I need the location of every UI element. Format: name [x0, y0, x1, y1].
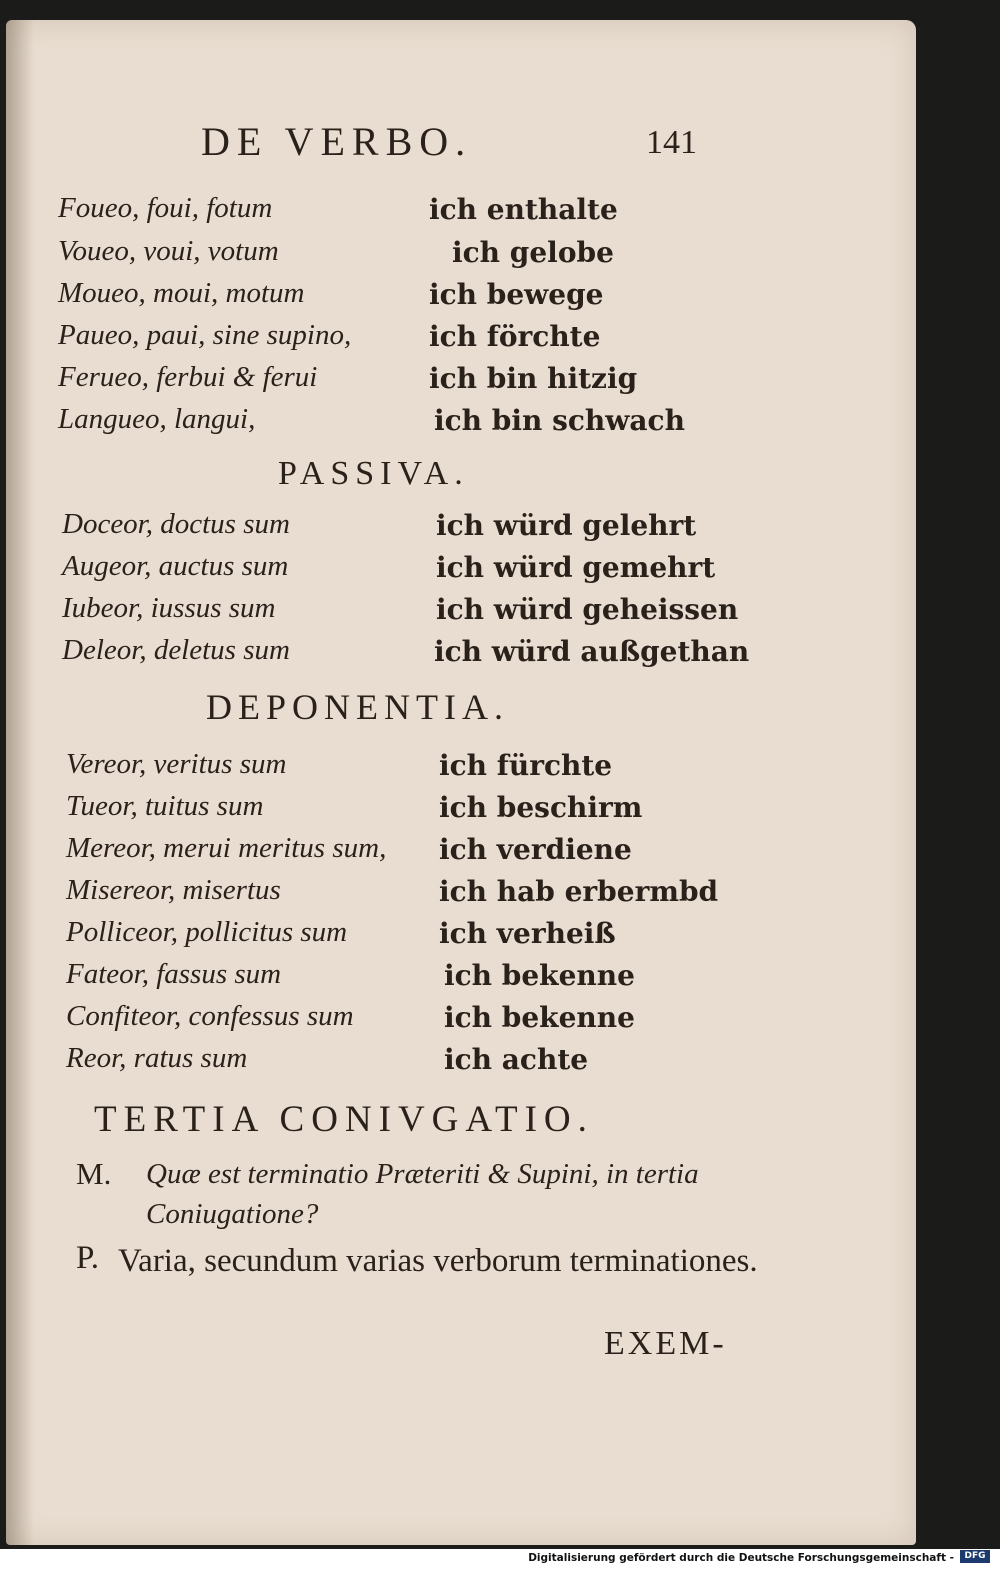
german-entry: ich verdiene: [439, 833, 632, 866]
latin-entry: Ferueo, ferbui & ferui: [58, 361, 318, 393]
german-entry: ich bekenne: [444, 1001, 635, 1034]
question-label: M.: [76, 1156, 112, 1191]
german-entry: ich bin hitzig: [429, 362, 638, 395]
german-entry: ich bekenne: [444, 959, 635, 992]
latin-entry: Voueo, voui, votum: [58, 235, 279, 267]
latin-entry: Augeor, auctus sum: [62, 550, 289, 582]
section-heading-passiva: PASSIVA.: [278, 455, 469, 492]
latin-entry: Reor, ratus sum: [66, 1042, 248, 1074]
german-entry: ich würd gelehrt: [436, 509, 697, 542]
page-gutter-shadow: [6, 20, 34, 1545]
latin-entry: Doceor, doctus sum: [62, 508, 290, 540]
german-entry: ich förchte: [429, 320, 601, 353]
german-entry: ich verheiß: [439, 917, 616, 950]
question-text: Quæ est terminatio Præteriti & Supini, in tertia Coniugatione?: [146, 1158, 699, 1230]
latin-entry: Foueo, foui, fotum: [58, 192, 273, 224]
german-entry: ich hab erbermbd: [439, 875, 719, 908]
german-entry: ich bin schwach: [434, 404, 685, 437]
latin-entry: Deleor, deletus sum: [62, 634, 290, 666]
german-entry: ich gelobe: [452, 236, 614, 269]
german-entry: ich würd geheissen: [436, 593, 739, 626]
german-entry: ich bewege: [429, 278, 604, 311]
latin-entry: Paueo, paui, sine supino,: [58, 319, 352, 351]
latin-entry: Confiteor, confessus sum: [66, 1000, 354, 1032]
latin-entry: Moueo, moui, motum: [58, 277, 305, 309]
latin-entry: Polliceor, pollicitus sum: [66, 916, 348, 948]
answer-label: P.: [76, 1240, 99, 1276]
digitization-credit: Digitalisierung gefördert durch die Deutsche Forschungsgemeinschaft -: [528, 1552, 954, 1564]
german-entry: ich achte: [444, 1043, 589, 1076]
german-entry: ich würd gemehrt: [436, 551, 716, 584]
section-heading-tertia: TERTIA CONIVGATIO.: [94, 1099, 594, 1140]
german-entry: ich beschirm: [439, 791, 643, 824]
latin-entry: Langueo, langui,: [58, 403, 256, 435]
latin-entry: Mereor, merui meritus sum,: [66, 832, 387, 864]
catchword: EXEM-: [604, 1325, 727, 1362]
dfg-logo: DFG: [960, 1550, 990, 1563]
running-header: DE VERBO.: [201, 119, 473, 164]
latin-entry: Iubeor, iussus sum: [62, 592, 276, 624]
page-number: 141: [646, 124, 697, 161]
latin-entry: Vereor, veritus sum: [66, 748, 287, 780]
book-page: [6, 20, 916, 1545]
answer-text: Varia, secundum varias verborum terminationes.: [118, 1243, 758, 1279]
section-heading-deponentia: DEPONENTIA.: [206, 687, 509, 727]
latin-entry: Fateor, fassus sum: [66, 958, 282, 990]
latin-entry: Misereor, misertus: [66, 874, 281, 906]
latin-entry: Tueor, tuitus sum: [66, 790, 264, 822]
german-entry: ich enthalte: [429, 193, 618, 226]
german-entry: ich würd außgethan: [434, 635, 750, 668]
german-entry: ich fürchte: [439, 749, 613, 782]
